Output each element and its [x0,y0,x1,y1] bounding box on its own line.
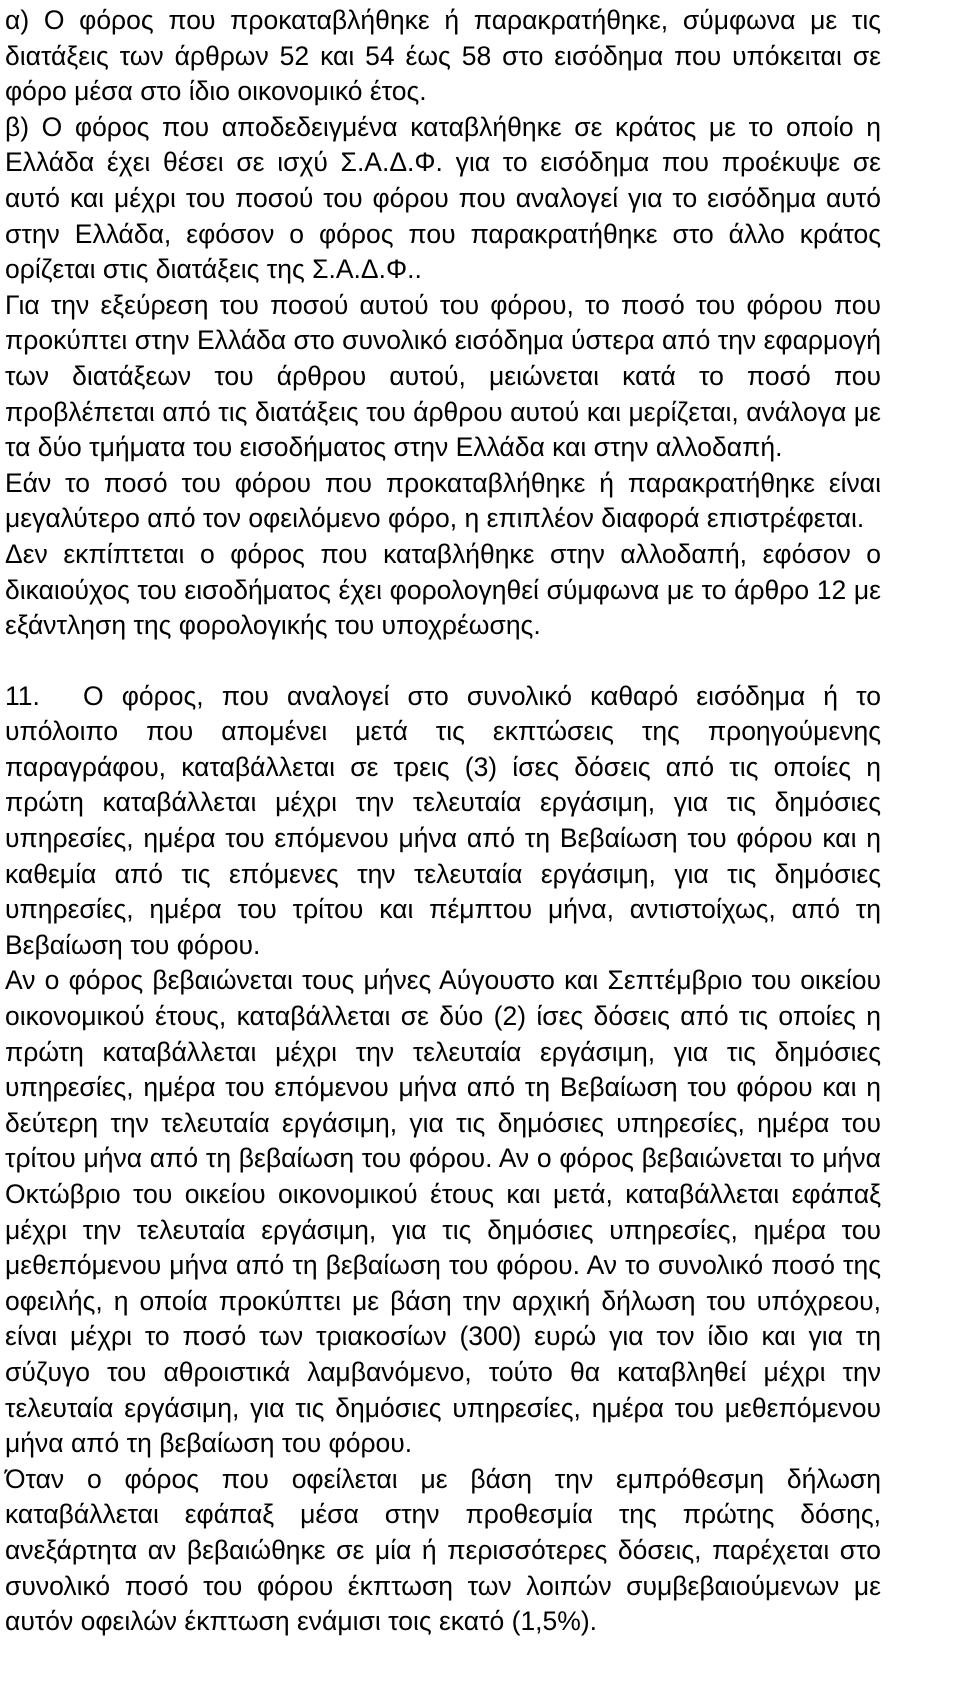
section-11-text: Ο φόρος, που αναλογεί στο συνολικό καθαρό εισόδημα ή το υπόλοιπο που απομένει μετά τις εκπτώσεις της προηγούμενης παραγράφου, καταβάλλεται σε τρεις (3) ίσες δόσεις από τις οποίες η πρώτη καταβάλλεται μέχρι την τελευταία εργάσιμη, για τις δημόσιες υπηρεσίες, ημέρα του επόμενου μήνα από τη Βεβαίωση του φόρου και η καθεμία από τις επόμενες την τελευταία εργάσιμη, για τις δημόσιες υπηρεσίες, ημέρα του τρίτου και πέμπτου μήνα, αντιστοίχως, από τη Βεβαίωση του φόρου. [5,680,881,960]
paragraph-refund: Εάν το ποσό του φόρου που προκαταβλήθηκε ή παρακρατήθηκε είναι μεγαλύτερο από τον οφειλόμενο φόρο, η επιπλέον διαφορά επιστρέφεται. [5,467,881,534]
paragraph-foreign-tax-calculation: Για την εξεύρεση του ποσού αυτού του φόρου, το ποσό του φόρου που προκύπτει στην Ελλάδα στο συνολικό εισόδημα ύστερα από την εφαρμογή των διατάξεων του άρθρου αυτού, μειώνεται κατά το ποσό που προβλέπεται από τις διατάξεις του άρθρου αυτού και μερίζεται, ανάλογα με τα δύο τμήματα του εισοδήματος στην Ελλάδα και στην αλλοδαπή. [5,289,881,463]
document-page [5,3,881,1640]
section-11-first-paragraph [5,679,881,964]
section-11-installments-paragraph: Αν ο φόρος βεβαιώνεται τους μήνες Αύγουστο και Σεπτέμβριο του οικείου οικονομικού έτους, καταβάλλεται σε δύο (2) ίσες δόσεις από τις οποίες η πρώτη καταβάλλεται μέχρι την τελευταία εργάσιμη, για τις δημόσιες υπηρεσίες, ημέρα του επόμενου μήνα από τη Βεβαίωση του φόρου και η δεύτερη την τελευταία εργάσιμη, για τις δημόσιες υπηρεσίες, ημέρα του τρίτου μήνα από τη βεβαίωση του φόρου. Αν ο φόρος βεβαιώνεται το μήνα Οκτώβριο του οικείου οικονομικού έτους και μετά, καταβάλλεται εφάπαξ μέχρι την τελευταία εργάσιμη, για τις δημόσιες υπηρεσίες, ημέρα του μεθεπόμενου μήνα από τη βεβαίωση του φόρου. Αν το συνολικό ποσό της οφειλής, η οποία προκύπτει με βάση την αρχική δήλωση του υπόχρεου, είναι μέχρι το ποσό των τριακοσίων (300) ευρώ για τον ίδιο και για τη σύζυγο του αθροιστικά λαμβανόμενο, τούτο θα καταβληθεί μέχρι την τελευταία εργάσιμη, για τις δημόσιες υπηρεσίες, ημέρα του μεθεπόμενου μήνα από τη βεβαίωση του φόρου. [5,965,881,1459]
section-gap [5,644,881,679]
section-11-discount-paragraph: Όταν ο φόρος που οφείλεται με βάση την εμπρόθεσμη δήλωση καταβάλλεται εφάπαξ μέσα στην προθεσμία της πρώτης δόσης, ανεξάρτητα αν βεβαιώθηκε σε μία ή περισσότερες δόσεις, παρέχεται στο συνολικό ποσό του φόρου έκπτωση των λοιπών συμβεβαιούμενων με αυτόν οφειλών έκπτωση ενάμισι τοις εκατό (1,5%). [5,1463,881,1637]
paragraph-no-deduction: Δεν εκπίπτεται ο φόρος που καταβλήθηκε στην αλλοδαπή, εφόσον ο δικαιούχος του εισοδήματος έχει φορολογηθεί σύμφωνα με το άρθρο 12 με εξάντληση της φορολογικής του υποχρέωσης. [5,538,881,641]
paragraph-a: α) Ο φόρος που προκαταβλήθηκε ή παρακρατήθηκε, σύμφωνα με τις διατάξεις των άρθρων 52 και 54 έως 58 στο εισόδημα που υπόκειται σε φόρο μέσα στο ίδιο οικονομικό έτος. [5,5,881,107]
section-number: 11. [5,680,40,711]
paragraph-b: β) Ο φόρος που αποδεδειγμένα καταβλήθηκε σε κράτος με το οποίο η Ελλάδα έχει θέσει σε ισχύ Σ.Α.Δ.Φ. για το εισόδημα που προέκυψε σε αυτό και μέχρι του ποσού του φόρου που αναλογεί για το εισόδημα αυτό στην Ελλάδα, εφόσον ο φόρος που παρακρατήθηκε στο άλλο κράτος ορίζεται στις διατάξεις της Σ.Α.Δ.Φ.. [5,111,881,285]
